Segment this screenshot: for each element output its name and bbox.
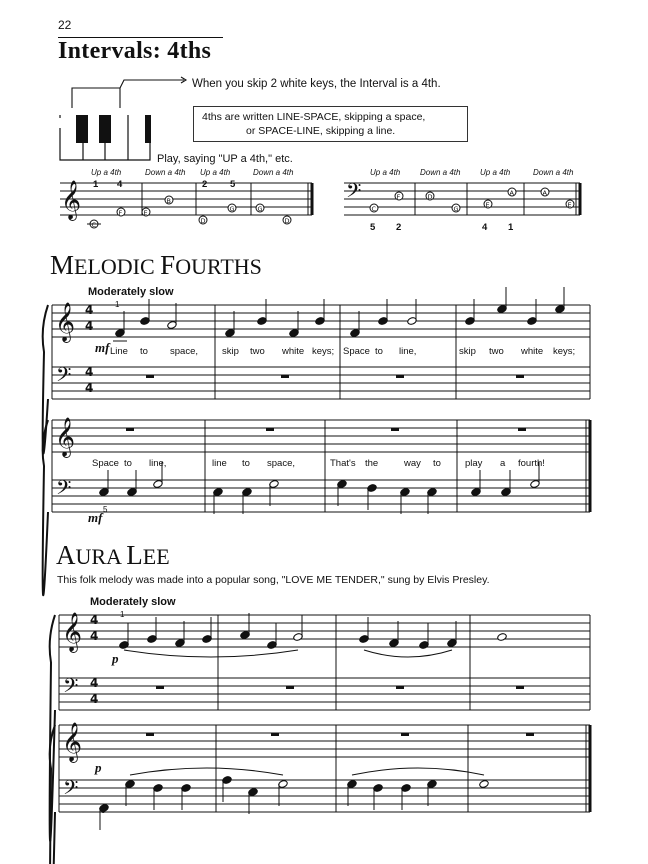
lyric-word: Line — [110, 346, 128, 357]
lyric-word: skip — [222, 346, 239, 357]
time-signature-top: 4 — [85, 365, 94, 379]
note-letter: D — [284, 216, 290, 225]
lyric-word: to — [242, 458, 250, 469]
bass-clef: 𝄢 — [63, 776, 79, 804]
lyric-word: space, — [170, 346, 198, 357]
whole-rest — [146, 375, 154, 378]
note-letter: A — [509, 188, 514, 197]
intro-text: When you skip 2 white keys, the Interval is a 4th. — [192, 78, 441, 90]
slur — [352, 768, 484, 775]
exercise-annotation: Down a 4th — [253, 168, 294, 177]
slur — [364, 650, 452, 657]
lyric-word: to — [140, 346, 148, 357]
lyric-word: two — [250, 346, 265, 357]
note-letter: E — [485, 200, 490, 209]
whole-rest — [396, 375, 404, 378]
note-letter: F — [396, 192, 401, 201]
bass-clef: 𝄢 — [56, 476, 72, 504]
fingering: 1 — [115, 300, 120, 309]
whole-rest — [526, 733, 534, 736]
tempo-marking-2: Moderately slow — [90, 596, 176, 608]
lyric-word: play — [465, 458, 483, 469]
note-letter: G — [229, 204, 235, 213]
bass-clef: 𝄢 — [63, 674, 79, 702]
aura-lee-title: AURA LEE — [56, 540, 170, 570]
treble-clef: 𝄞 — [61, 180, 82, 220]
time-signature-bottom: 4 — [90, 692, 99, 706]
lyric-word: line, — [399, 346, 417, 357]
note-letter: B — [166, 196, 171, 205]
lyric-word: line — [212, 458, 227, 469]
note-letter: G — [453, 204, 459, 213]
lyric-word: fourth! — [518, 458, 545, 469]
final-bar-line — [579, 183, 582, 215]
whole-rest — [516, 375, 524, 378]
rule-line-1: 4ths are written LINE-SPACE, skipping a space, — [202, 111, 426, 123]
whole-rest — [281, 375, 289, 378]
whole-rest — [396, 686, 404, 689]
lyric-word: keys; — [312, 346, 335, 357]
lyric-word: white — [282, 346, 305, 357]
dynamic-marking: mf — [88, 510, 103, 525]
fingering: 2 — [396, 222, 402, 233]
note-letter: D — [200, 216, 206, 225]
lyric-word: a — [500, 458, 506, 469]
whole-rest — [518, 428, 526, 431]
fingering: 5 — [370, 222, 376, 233]
exercise-annotation: Up a 4th — [200, 168, 231, 177]
note-letter: F — [118, 208, 123, 217]
treble-clef: 𝄞 — [55, 417, 76, 457]
lyric-word: white — [521, 346, 544, 357]
lyric-word: keys; — [553, 346, 576, 357]
whole-rest — [271, 733, 279, 736]
whole-rest — [391, 428, 399, 431]
whole-rest — [146, 733, 154, 736]
time-signature-top: 4 — [90, 676, 99, 690]
play-instruction: Play, saying "UP a 4th," etc. — [157, 153, 293, 165]
time-signature-top: 4 — [85, 303, 94, 317]
fingering: 5 — [230, 179, 236, 190]
dynamic-marking: p — [112, 651, 119, 666]
exercise-annotation: Down a 4th — [420, 168, 461, 177]
fingering: 4 — [482, 222, 488, 233]
dynamic-marking: mf — [95, 340, 110, 355]
final-bar-line — [311, 183, 314, 215]
final-bar-line — [589, 725, 592, 812]
fingering: 5 — [103, 505, 108, 514]
lyric-word: way — [404, 458, 421, 469]
whole-rest — [516, 686, 524, 689]
note-letter: G — [257, 204, 263, 213]
note-head — [479, 780, 489, 789]
lyric-word: line, — [149, 458, 167, 469]
lyric-word: two — [489, 346, 504, 357]
lyric-word: That's — [330, 458, 356, 469]
dynamic-marking: p — [95, 760, 102, 775]
lyric-word: the — [365, 458, 379, 469]
fingering: 1 — [508, 222, 514, 233]
lyric-word: skip — [459, 346, 476, 357]
page-number: 22 — [58, 18, 72, 32]
lyric-word: to — [433, 458, 441, 469]
treble-clef: 𝄞 — [62, 722, 83, 762]
fingering: 2 — [202, 179, 208, 190]
whole-rest — [401, 733, 409, 736]
whole-rest — [126, 428, 134, 431]
note-letter: C — [371, 204, 377, 213]
fingering: 1 — [120, 610, 125, 619]
time-signature-bottom: 4 — [85, 319, 94, 333]
whole-rest — [286, 686, 294, 689]
whole-rest — [266, 428, 274, 431]
whole-rest — [156, 686, 164, 689]
exercise-annotation: Up a 4th — [370, 168, 401, 177]
exercise-annotation: Down a 4th — [533, 168, 574, 177]
exercise-annotation: Up a 4th — [480, 168, 511, 177]
note-letter: A — [542, 188, 547, 197]
exercise-annotation: Down a 4th — [145, 168, 186, 177]
aura-lee-description: This folk melody was made into a popular song, "LOVE ME TENDER," sung by Elvis Presley. — [57, 574, 490, 586]
time-signature-top: 4 — [90, 613, 99, 627]
note-letter: C — [91, 220, 97, 229]
lyric-word: space, — [267, 458, 295, 469]
rule-line-2: or SPACE-LINE, skipping a line. — [246, 125, 396, 137]
lyric-word: to — [375, 346, 383, 357]
exercise-annotation: Up a 4th — [91, 168, 122, 177]
note-head — [497, 633, 507, 642]
final-bar-line — [589, 420, 592, 512]
note-letter: D — [427, 192, 433, 201]
treble-clef: 𝄞 — [62, 612, 83, 652]
time-signature-bottom: 4 — [85, 381, 94, 395]
note-letter: E — [567, 200, 572, 209]
tempo-marking-1: Moderately slow — [88, 286, 174, 298]
slur — [130, 768, 283, 775]
lyric-word: Space — [92, 458, 119, 469]
bass-clef: 𝄢 — [346, 179, 362, 207]
lyric-word: Space — [343, 346, 370, 357]
page-title: Intervals: 4ths — [58, 38, 212, 64]
melodic-fourths-title: MELODIC FOURTHS — [50, 250, 262, 280]
treble-clef: 𝄞 — [55, 302, 76, 342]
fingering: 1 — [93, 179, 99, 190]
lyric-word: to — [124, 458, 132, 469]
slur — [124, 650, 298, 657]
time-signature-bottom: 4 — [90, 629, 99, 643]
bass-clef: 𝄢 — [56, 363, 72, 391]
note-letter: E — [143, 208, 148, 217]
fingering: 4 — [117, 179, 123, 190]
